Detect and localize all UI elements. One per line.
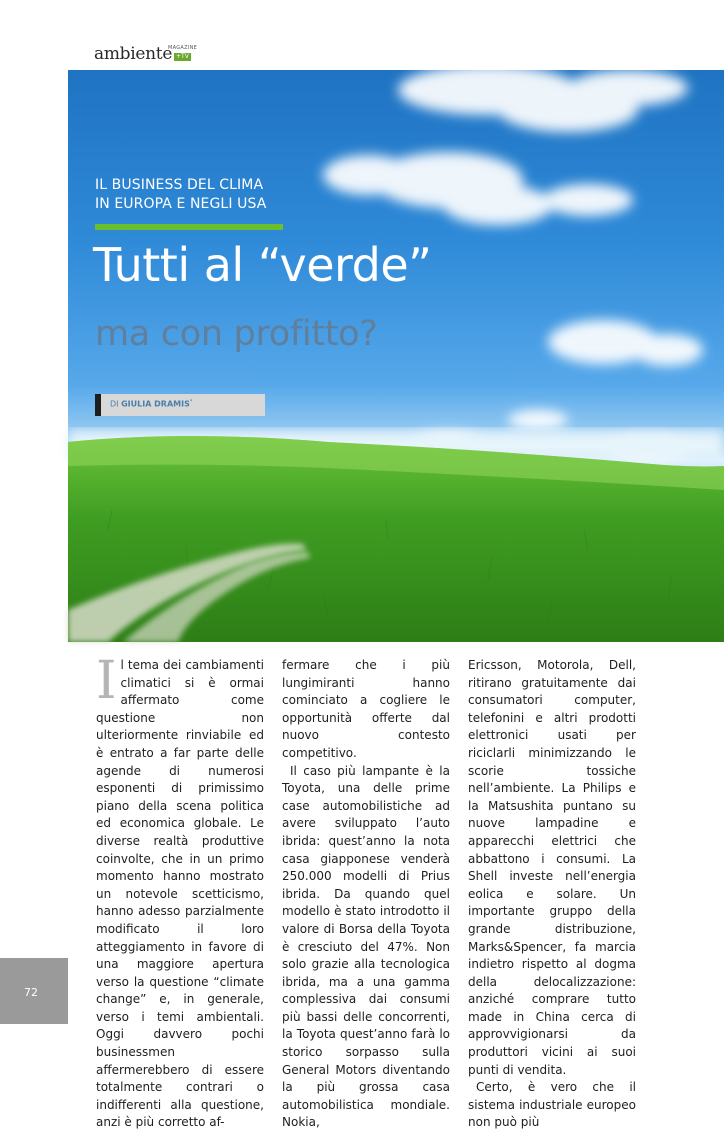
logo-magazine-label: MAGAZINE bbox=[168, 45, 198, 51]
page-number-box bbox=[0, 958, 68, 1024]
article-column-3 bbox=[468, 657, 636, 1132]
article-column-1 bbox=[96, 651, 264, 1132]
byline-footnote-mark: * bbox=[189, 399, 193, 405]
section-kicker bbox=[95, 176, 266, 214]
drop-cap: I bbox=[96, 651, 117, 711]
byline-prefix: DI bbox=[110, 399, 119, 409]
hero-photo bbox=[68, 70, 724, 642]
byline-box bbox=[95, 394, 265, 416]
paragraph: l tema dei cambiamenti climatici si è ormai affermato come questione non ulteriormente rinviabile ed è entrato a far parte delle agende di numerosi esponenti di primissimo piano della scena politica ed economica globale. Le diverse realtà produttive coinvolte, che in un primo momento hanno mostrato un notevole scetticismo, hanno adesso parzialmente modificato il loro atteggiamento in favore di una maggiore apertura verso la questione “climate change” e, in generale, verso i temi ambientali. Oggi davvero pochi businessmen affermerebbero di essere totalmente contrari o indifferenti alla questione, anzi è più corretto af- bbox=[96, 658, 264, 1130]
paragraph: fermare che i più lungimiranti hanno cominciato a cogliere le opportunità offerte dal nuovo contesto competitivo. bbox=[282, 658, 450, 760]
magazine-logo bbox=[94, 44, 198, 68]
kicker-line: IN EUROPA E NEGLI USA bbox=[95, 196, 267, 212]
article-title: Tutti al “verde” bbox=[93, 238, 432, 292]
paragraph: Ericsson, Motorola, Dell, ritirano gratuitamente dai consumatori computer, telefonini e altri prodotti elettronici usati per riciclarli minimizzando le scorie tossiche nell’ambiente. La Philips e la Matsushita puntano su nuove lampadine e apparecchi elettrici che abbattono i consumi. La Shell investe nell’energia eolica e solare. Un importante gruppo della grande distribuzione, Marks&Spencer, fa marcia indietro rispetto al dogma della delocalizzazione: anziché comprare tutto made in China cerca di approvvigionarsi da produttori vicini ai suoi punti di vendita. bbox=[468, 658, 636, 1077]
logo-tv-badge: +TV bbox=[176, 53, 189, 60]
byline-marker bbox=[95, 394, 101, 416]
byline-author: GIULIA DRAMIS bbox=[121, 399, 190, 409]
logo-wordmark: ambiente bbox=[94, 44, 173, 64]
kicker-line: IL BUSINESS DEL CLIMA bbox=[95, 177, 264, 193]
accent-rule bbox=[95, 224, 283, 230]
meadow-sky-illustration bbox=[68, 70, 724, 642]
byline bbox=[110, 399, 192, 409]
paragraph: Certo, è vero che il sistema industriale europeo non può più bbox=[468, 1080, 636, 1130]
article-subtitle: ma con profitto? bbox=[95, 314, 378, 354]
article-column-2 bbox=[282, 657, 450, 1132]
page-number: 72 bbox=[24, 986, 38, 999]
paragraph: Il caso più lampante è la Toyota, una delle prime case automobilistiche ad avere sviluppato l’auto ibrida: quest’anno la nota casa giapponese venderà 250.000 modelli di Prius ibrida. Da quando quel modello è stato introdotto il valore di Borsa della Toyota è cresciuto del 47%. Non solo grazie alla tecnologica ibrida, ma a una gamma complessiva dai consumi più bassi delle concorrenti, la Toyota quest’anno farà lo storico sorpasso sulla General Motors diventando la più grossa casa automobilistica mondiale. Nokia, bbox=[282, 763, 450, 1130]
